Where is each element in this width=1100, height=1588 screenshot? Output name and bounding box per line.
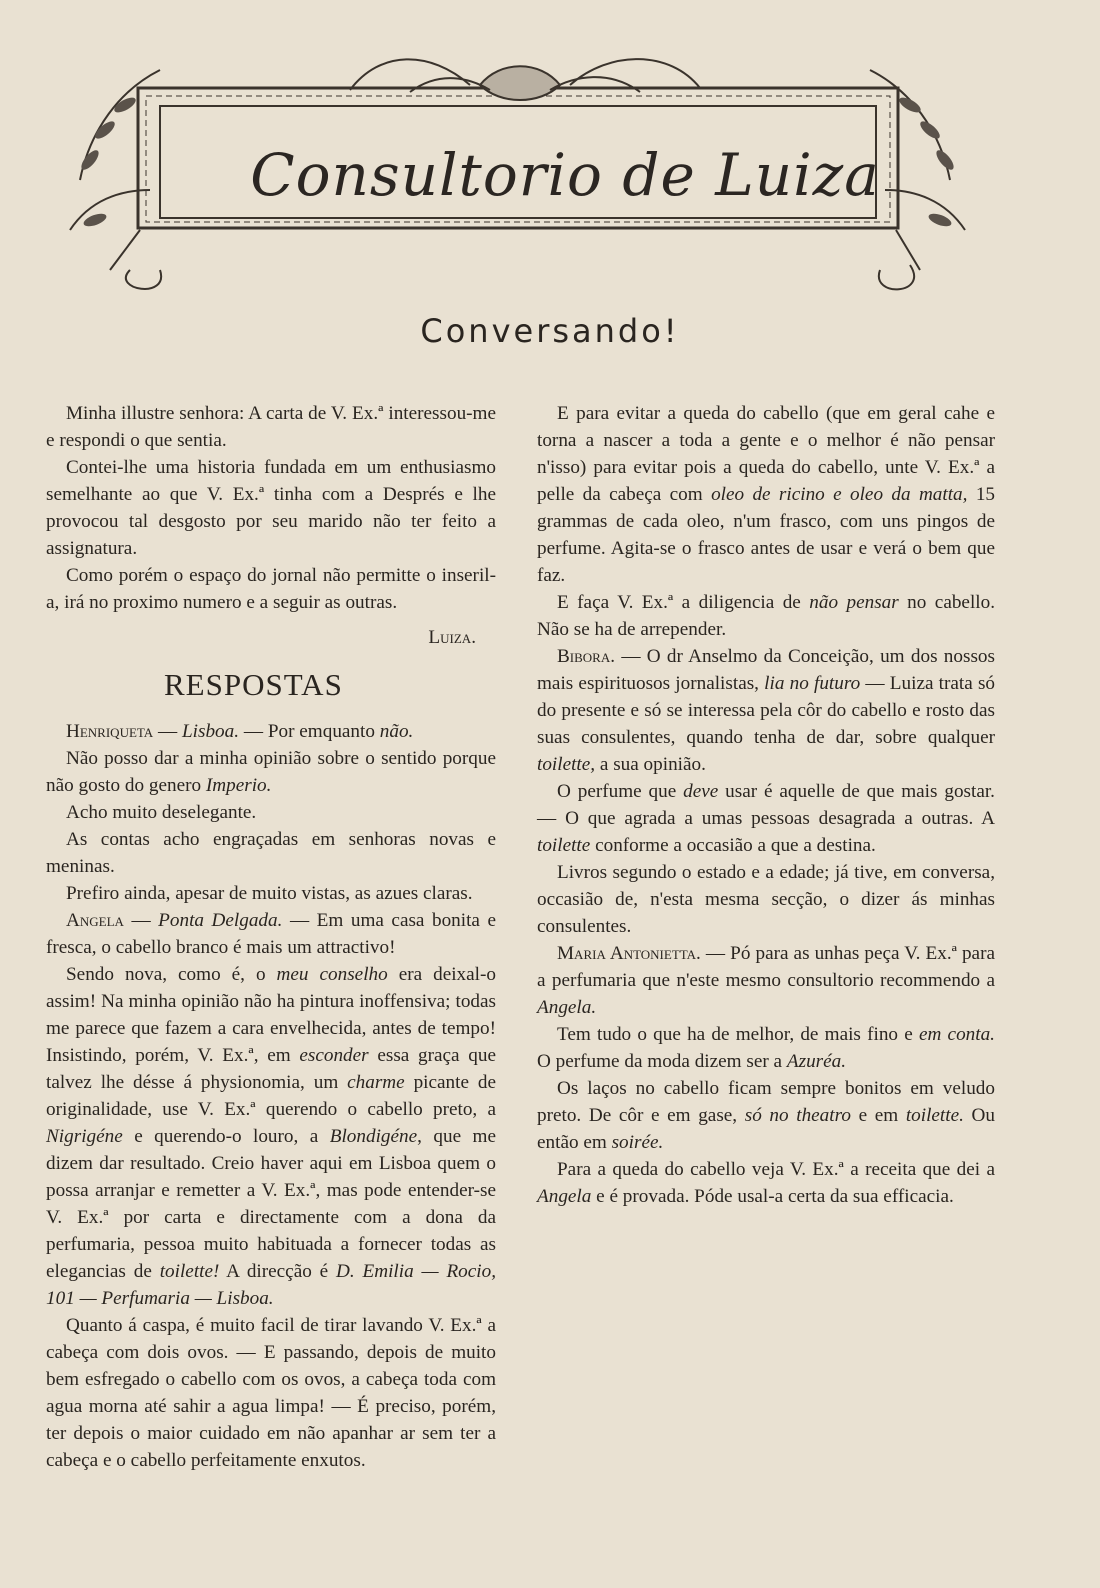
text-span: — Luiza trata só do presente e só se interessa pela côr do cabello e rosto das suas consulentes, quando tenha de dar, sobre qualquer xyxy=(537,673,996,748)
respostas-heading: RESPOSTAS xyxy=(164,667,343,702)
signature: Luiza. xyxy=(428,627,476,648)
emphasis: Angela. xyxy=(537,997,597,1018)
henriqueta-paragraph-5: Prefiro ainda, apesar de muito vistas, as azues claras. xyxy=(66,883,473,904)
emphasis: Azuréa. xyxy=(786,1051,847,1072)
text-span: Os laços no cabello ficam sempre bonitos em veludo preto. De côr e em gase, xyxy=(537,1078,995,1126)
correspondent-place: Lisboa. xyxy=(181,721,240,742)
emphasis: só no theatro xyxy=(744,1105,851,1126)
emphasis: soirée. xyxy=(611,1132,664,1153)
emphasis: não. xyxy=(379,721,414,742)
maria-paragraph-3 xyxy=(537,1075,995,1156)
emphasis: Nigrigéne xyxy=(46,1126,123,1147)
text-span: e querendo-o louro, a xyxy=(122,1126,330,1147)
text-span: O perfume que xyxy=(557,781,684,802)
emphasis: Angela xyxy=(537,1186,592,1207)
text-span: — Em uma casa bonita e fresca, o cabello branco é mais um attractivo! xyxy=(46,910,496,958)
correspondent-name: Maria Antonietta. xyxy=(557,943,701,964)
intro-paragraph-1: Minha illustre senhora: A carta de V. Ex.ª interessou-me e respondi o que sentia. xyxy=(46,403,496,451)
angela-paragraph-3: Quanto á caspa, é muito facil de tirar lavando V. Ex.ª a cabeça com dois ovos. — E passando, depois de muito bem esfregado o cabello com os ovos, a cabeça toda com agua morna até sahir a agua limpa! — É preciso, porém, ter depois o maior cuidado em não apanhar ar sem ter a cabeça e o cabello perfeitamente enxutos. xyxy=(46,1315,496,1471)
text-span: conforme a occasião a que a destina. xyxy=(590,835,876,856)
text-span: Para a queda do cabello veja V. Ex.ª a receita que dei a xyxy=(557,1159,995,1180)
bibora-paragraph-3: Livros segundo o estado e a edade; já tive, em conversa, occasião de, n'esta mesma secção, o dizer ás minhas consulentes. xyxy=(537,862,995,937)
angela-paragraph-5 xyxy=(537,589,995,643)
emphasis: em conta. xyxy=(918,1024,995,1045)
text-span: Tem tudo o que ha de melhor, de mais fino e xyxy=(557,1024,919,1045)
text-span: no cabello. Não se ha de arrepender. xyxy=(537,592,995,640)
masthead xyxy=(50,30,985,295)
correspondent-name: Henriqueta xyxy=(66,721,154,742)
bibora-paragraph-2 xyxy=(537,778,995,859)
text-span: A direcção é xyxy=(219,1261,337,1282)
emphasis: lia no futuro xyxy=(764,673,861,694)
text-span: , que me dizem dar resultado. Creio haver aqui em Lisboa quem o possa arranjar e remetter a V. Ex.ª, mas pode entender-se V. Ex.ª por carta e directamente com a dona da perfumaria, pessoa muito habituada a fornecer todas as elegancias de xyxy=(46,1126,496,1282)
text-span: E para evitar a queda do cabello (que em geral cahe e torna a nascer a toda a gente e o melhor é não pensar n'isso) para evitar pois a queda do cabello, unte V. Ex.ª a pelle da cabeça com xyxy=(537,403,995,505)
emphasis: meu conselho xyxy=(276,964,388,985)
maria-paragraph-4 xyxy=(537,1156,995,1210)
text-span: e em xyxy=(850,1105,906,1126)
maria-paragraph-2 xyxy=(537,1021,995,1075)
text-span: era deixal-o assim! Na minha opinião não ha pintura inoffensiva; todas me parece que fazem a cara envelhecida, antes de tempo! Insistindo, porém, V. Ex.ª, em xyxy=(46,964,496,1066)
intro-paragraph-2: Contei-lhe uma historia fundada em um enthusiasmo semelhante ao que V. Ex.ª tinha com a Després e lhe provocou tal desgosto por seu marido não ter feito a assignatura. xyxy=(46,457,496,559)
angela-paragraph-1 xyxy=(46,907,496,961)
emphasis: D. Emilia — Rocio, 101 — Perfumaria — Lisboa. xyxy=(46,1261,496,1309)
text-span: picante de originalidade, use V. Ex.ª querendo o cabello preto, a xyxy=(46,1072,496,1120)
text-span: essa graça que talvez lhe désse á physionomia, um xyxy=(46,1045,496,1093)
emphasis: toilette xyxy=(537,835,591,856)
text-span: e é provada. Póde usal-a certa da sua efficacia. xyxy=(591,1186,954,1207)
emphasis: deve xyxy=(683,781,719,802)
section-title: Conversando! xyxy=(420,312,680,350)
text-span: Ou então em xyxy=(537,1105,995,1153)
correspondent-name: Angela xyxy=(66,910,124,931)
emphasis: Imperio. xyxy=(205,775,272,796)
column-right xyxy=(537,400,995,1210)
text-span: O perfume da moda dizem ser a xyxy=(537,1051,787,1072)
text-span: usar é aquelle de que mais gostar. — O que agrada a umas pessoas desagrada a outras. A xyxy=(537,781,995,829)
bibora-paragraph-1 xyxy=(537,643,995,778)
emphasis: toilette, xyxy=(537,754,596,775)
text-span: a sua opinião. xyxy=(595,754,706,775)
angela-paragraph-4 xyxy=(537,400,995,589)
text-span: 15 grammas de cada oleo, n'um frasco, com uns pingos de perfume. Agita-se o frasco antes de usar e verá o bem que faz. xyxy=(537,484,996,586)
intro-paragraph-3: Como porém o espaço do jornal não permitte o inseril-a, irá no proximo numero e a seguir as outras. xyxy=(46,565,496,613)
emphasis: esconder xyxy=(299,1045,369,1066)
emphasis: toilette. xyxy=(905,1105,964,1126)
correspondent-name: Bibora. xyxy=(557,646,616,667)
text-span: — O dr Anselmo da Conceição, um dos nossos mais espirituosos jornalistas, xyxy=(537,646,995,694)
text-span: Sendo nova, como é, o xyxy=(66,964,277,985)
emphasis: oleo de ricino e oleo da matta, xyxy=(711,484,968,505)
text-span: E faça V. Ex.ª a diligencia de xyxy=(557,592,810,613)
emphasis: Blondigéne xyxy=(329,1126,418,1147)
henriqueta-paragraph-4: As contas acho engraçadas em senhoras novas e meninas. xyxy=(46,829,496,877)
henriqueta-paragraph-2 xyxy=(46,745,496,799)
emphasis: não pensar xyxy=(809,592,899,613)
text-span: Não posso dar a minha opinião sobre o sentido porque não gosto do genero xyxy=(46,748,496,796)
maria-paragraph-1 xyxy=(537,940,995,1021)
henriqueta-paragraph-3: Acho muito deselegante. xyxy=(66,802,257,823)
text-span: — xyxy=(123,910,159,931)
text-span: — Pó para as unhas peça V. Ex.ª para a perfumaria que n'este mesmo consultorio recommendo a xyxy=(537,943,995,991)
column-left xyxy=(46,400,496,1474)
text-span: — Por emquanto xyxy=(239,721,380,742)
masthead-title: Consultorio de Luiza xyxy=(250,141,880,209)
angela-paragraph-2 xyxy=(46,961,496,1312)
emphasis: toilette! xyxy=(159,1261,220,1282)
henriqueta-paragraph-1: Henriqueta — Lisboa. — Por emquanto não. xyxy=(66,721,414,742)
correspondent-place: Ponta Delgada. xyxy=(158,910,283,931)
emphasis: charme xyxy=(347,1072,405,1093)
